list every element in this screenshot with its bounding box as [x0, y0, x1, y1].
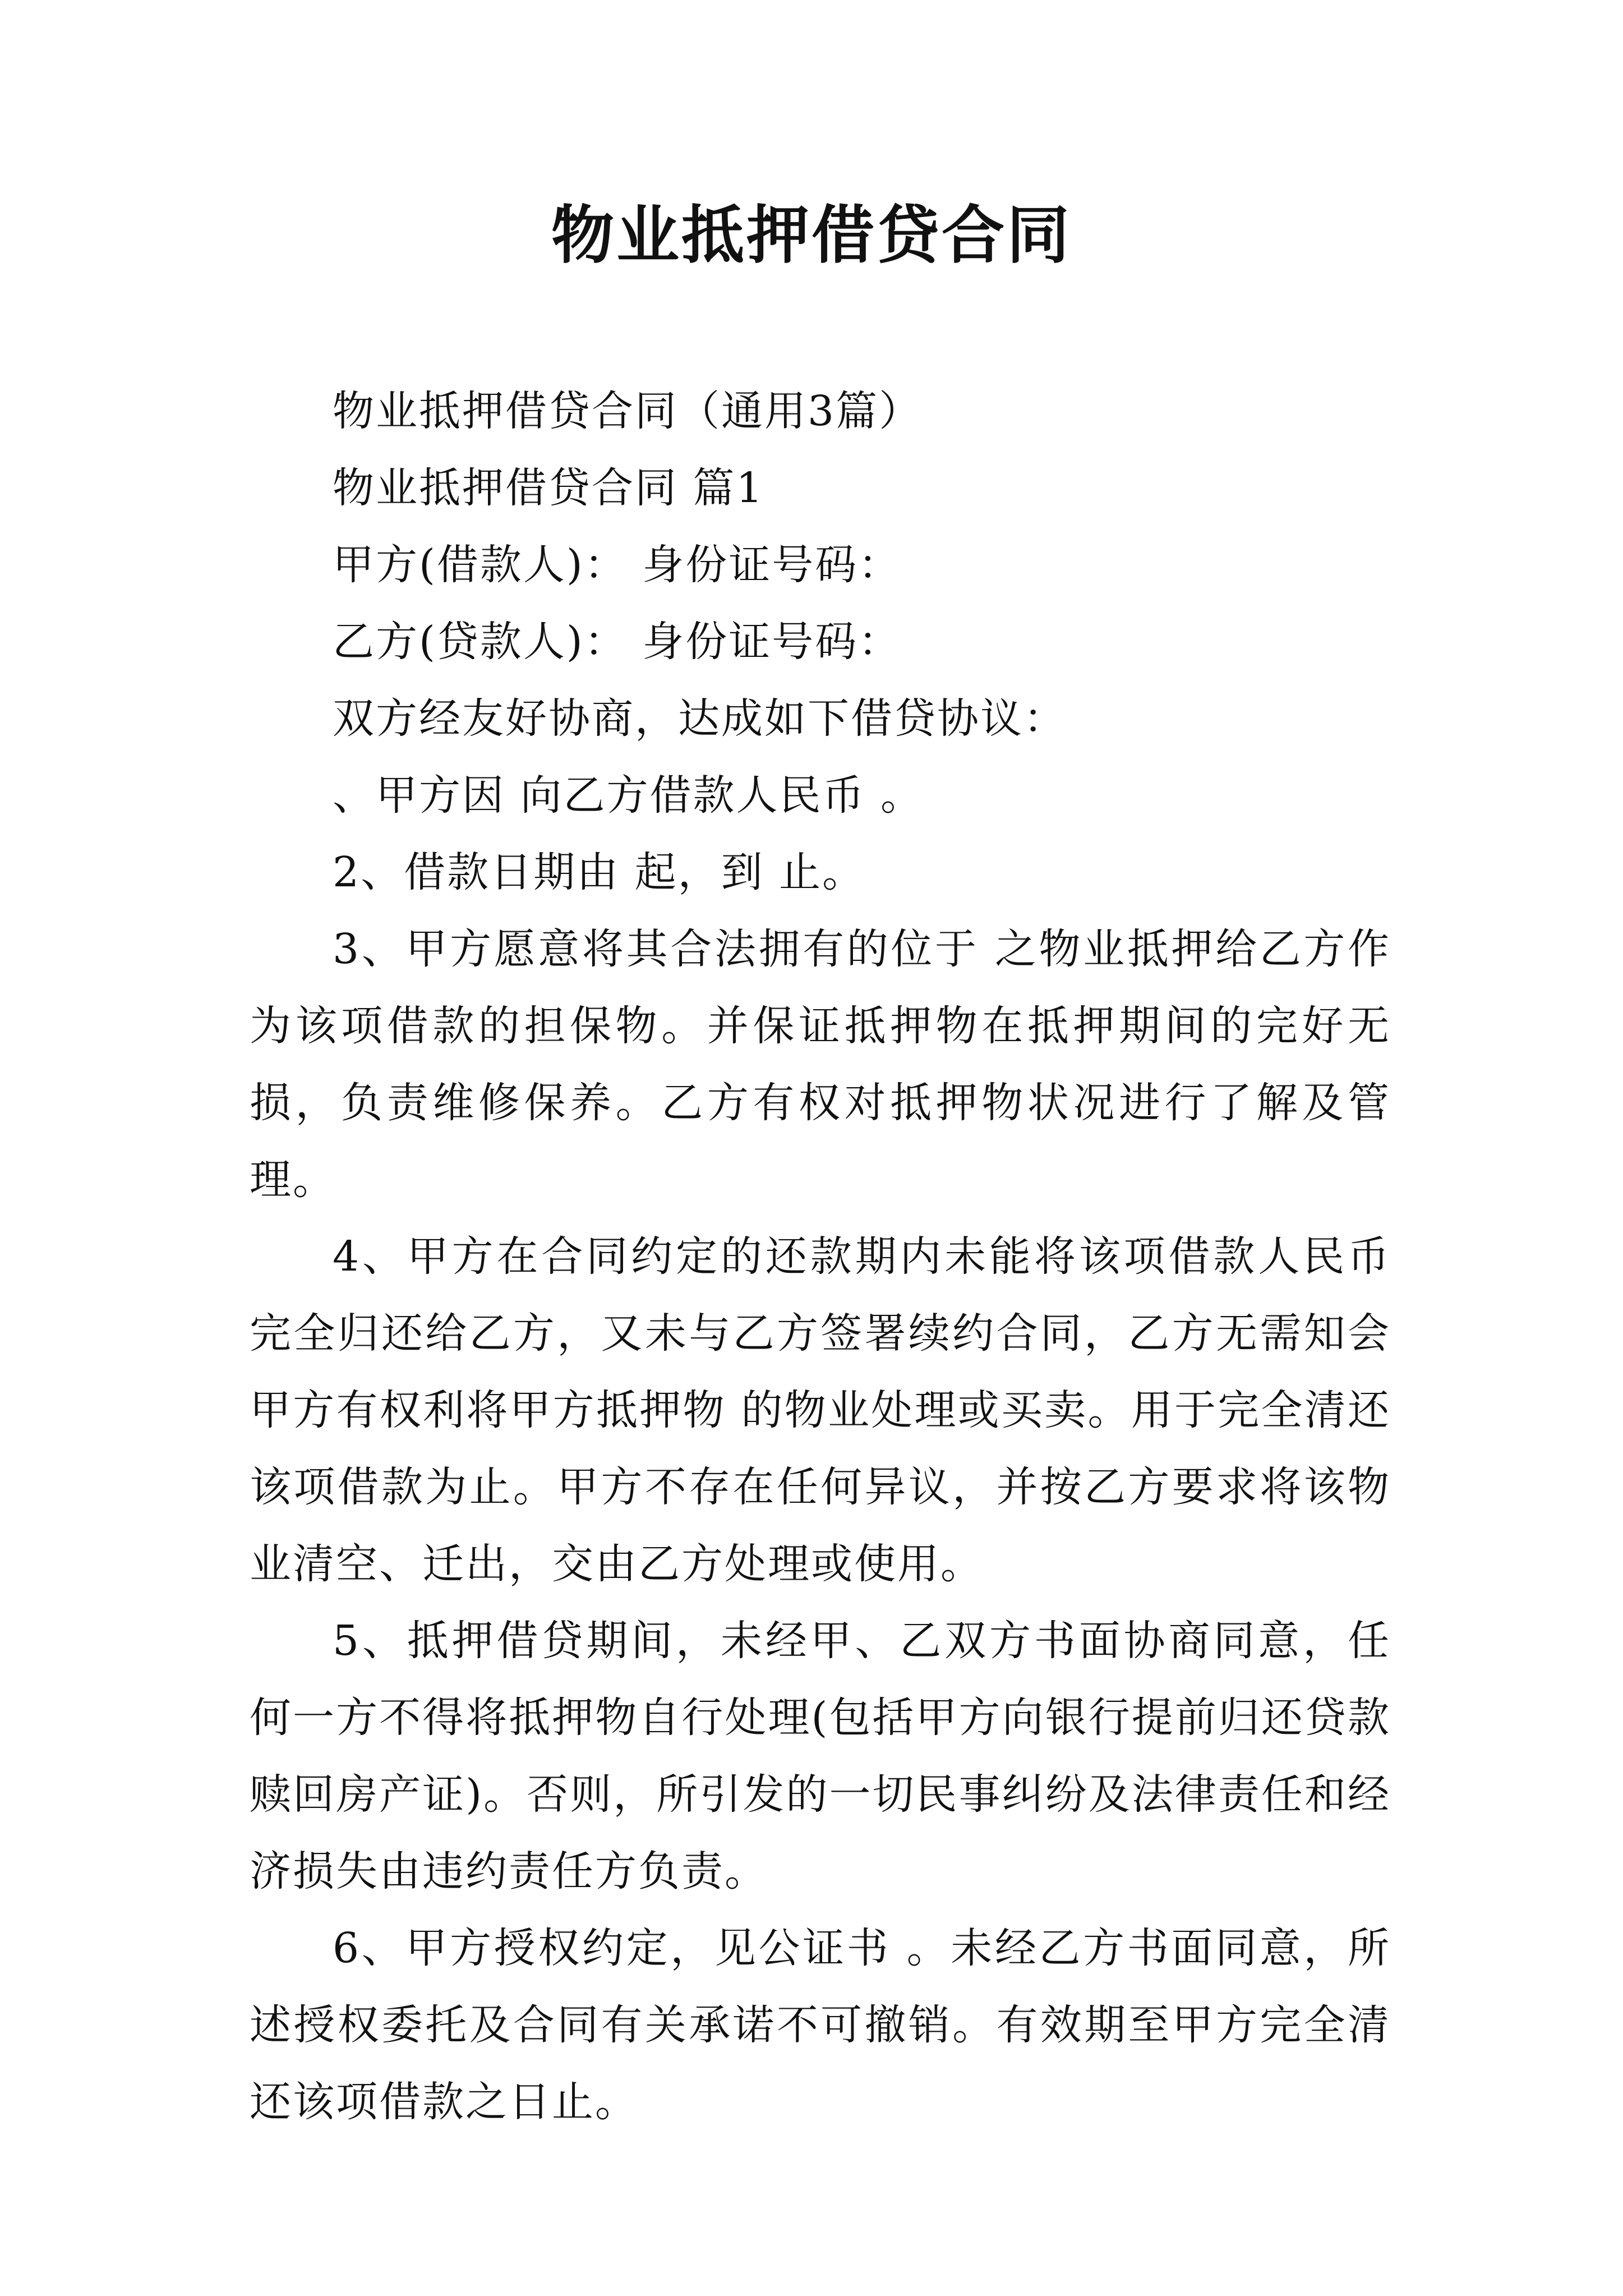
document-body [250, 373, 1391, 2141]
clause-3: 3、甲方愿意将其合法拥有的位于 之物业抵押给乙方作为该项借款的担保物。并保证抵押物在抵押期间的完好无损，负责维修保养。乙方有权对抵押物状况进行了解及管理。 [250, 925, 1391, 1204]
section-heading: 物业抵押借贷合同 篇1 [333, 464, 764, 512]
clause-1: 、甲方因 向乙方借款人民币 。 [333, 771, 924, 820]
clause-4: 4、甲方在合同约定的还款期内未能将该项借款人民币完全归还给乙方，又未与乙方签署续约合同，乙方无需知会甲方有权利将甲方抵押物 的物业处理或买卖。用于完全清还该项借款为止。甲方不存在任何异议，并按乙方要求将该物业清空、迁出，交由乙方处理或使用。 [250, 1232, 1391, 1588]
clause-2: 2、借款日期由 起，到 止。 [333, 848, 866, 896]
document-title: 物业抵押借贷合同 [551, 199, 1072, 272]
agreement-intro: 双方经友好协商，达成如下借贷协议： [333, 694, 1067, 743]
party-a-line: 甲方(借款人)： 身份证号码： [333, 541, 902, 589]
contract-heading: 物业抵押借贷合同（通用3篇） [333, 387, 923, 435]
clause-6: 6、甲方授权约定，见公证书 。未经乙方书面同意，所述授权委托及合同有关承诺不可撤销。有效期至甲方完全清还该项借款之日止。 [250, 1924, 1391, 2126]
clause-5: 5、抵押借贷期间，未经甲、乙双方书面协商同意，任何一方不得将抵押物自行处理(包括甲方向银行提前归还贷款赎回房产证)。否则，所引发的一切民事纠纷及法律责任和经济损失由违约责任方负责。 [250, 1617, 1391, 1895]
party-b-line: 乙方(贷款人)： 身份证号码： [333, 618, 902, 666]
